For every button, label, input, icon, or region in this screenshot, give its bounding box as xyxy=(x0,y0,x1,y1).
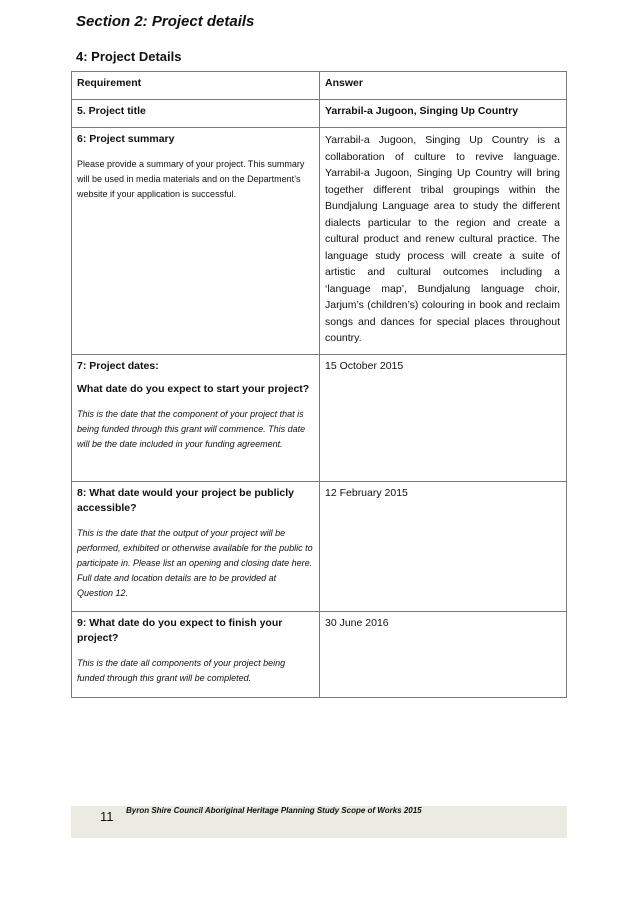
public-note: This is the date that the output of your project will be performed, exhibited or otherwise available for the public to participate in. Please list an opening and closing date here. Full date and location details are to be provided at Question 12. xyxy=(77,528,313,598)
project-title-label: 5. Project title xyxy=(72,100,320,128)
project-summary-note: Please provide a summary of your project. This summary will be used in media materials and on the Department’s website if your application is successful. xyxy=(77,159,305,199)
start-date-answer: 15 October 2015 xyxy=(320,355,567,482)
project-title-answer: Yarrabil-a Jugoon, Singing Up Country xyxy=(320,100,567,128)
start-question: What date do you expect to start your project? xyxy=(77,383,310,395)
table-row xyxy=(72,612,567,698)
project-summary-cell xyxy=(72,128,320,355)
project-details-table xyxy=(71,71,567,698)
footer-text: Byron Shire Council Aboriginal Heritage Planning Study Scope of Works 2015 xyxy=(126,806,422,815)
public-access-cell xyxy=(72,482,320,612)
table-header-row xyxy=(72,72,567,100)
subsection-title: 4: Project Details xyxy=(76,49,182,64)
page-footer xyxy=(71,806,567,838)
start-note: This is the date that the component of your project that is being funded through this grant will commence. This date will be the date included in your funding agreement. xyxy=(77,409,306,449)
section-title: Section 2: Project details xyxy=(76,13,255,30)
finish-cell xyxy=(72,612,320,698)
table-row xyxy=(72,482,567,612)
table-row xyxy=(72,100,567,128)
table-row xyxy=(72,128,567,355)
page-number: 11 xyxy=(100,809,114,824)
table-row xyxy=(72,355,567,482)
project-start-cell xyxy=(72,355,320,482)
finish-question: 9: What date do you expect to finish your project? xyxy=(77,617,283,644)
finish-note: This is the date all components of your project being funded through this grant will be completed. xyxy=(77,658,286,683)
finish-date-answer: 30 June 2016 xyxy=(320,612,567,698)
header-answer: Answer xyxy=(320,72,567,100)
project-dates-label: 7: Project dates: xyxy=(77,360,159,372)
project-summary-label: 6: Project summary xyxy=(77,133,175,145)
public-question: 8: What date would your project be publicly accessible? xyxy=(77,487,295,514)
project-summary-answer: Yarrabil-a Jugoon, Singing Up Country is a collaboration of culture to revive language. Yarrabil-a Jugoon, Singing Up Country will bring together different tribal groupings within the Bundjalung Language area to study the different dialects particular to the region and create a cultural product and renew cultural practice. The language study process will create a suite of artistic and cultural outcomes including a ‘language map’, Bundjalung language choir, Jarjum’s (children’s) colouring in book and reclaim songs and dances for special places throughout country. xyxy=(320,128,567,355)
header-requirement: Requirement xyxy=(72,72,320,100)
public-date-answer: 12 February 2015 xyxy=(320,482,567,612)
